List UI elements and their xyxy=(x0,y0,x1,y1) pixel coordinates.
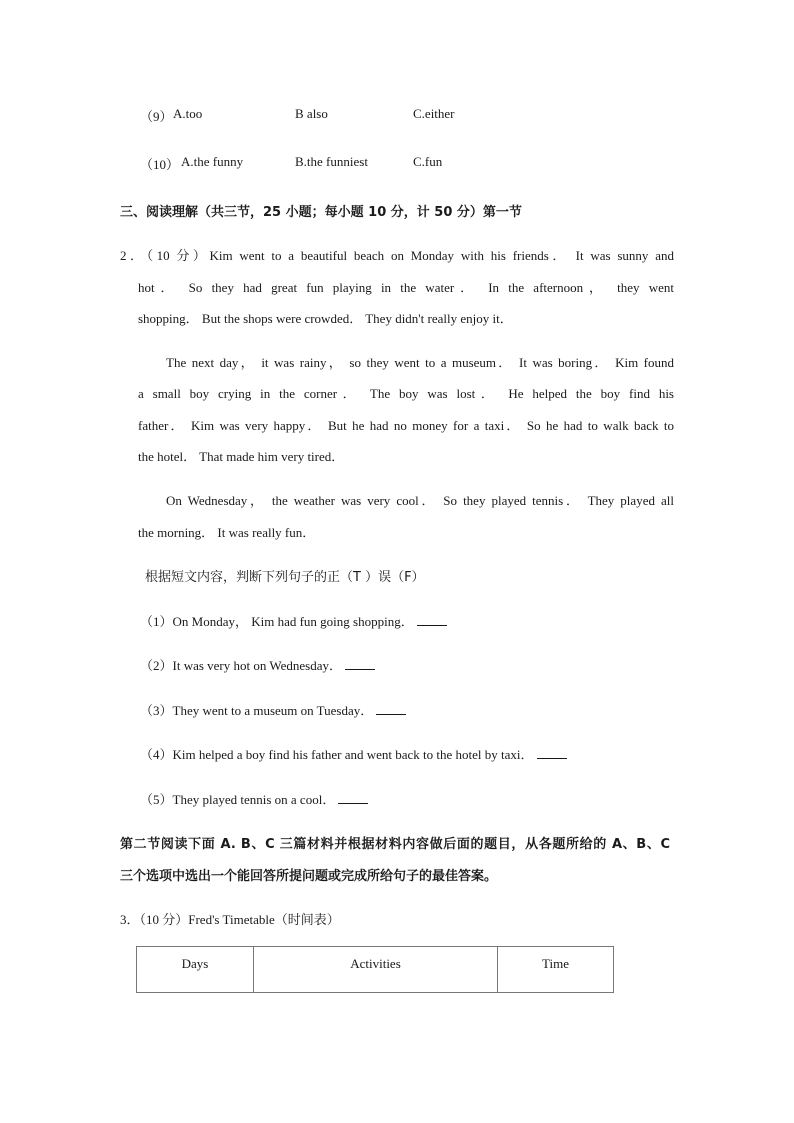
question2-header: 2．（10 分）Kim went to a beautiful beach on Monday with his friends． It was sunny and xyxy=(120,248,674,263)
q9-option-b: B also xyxy=(295,106,328,121)
passage-p2-line1: The next day， it was rainy， so they went to a museum． It was boring． Kim found xyxy=(166,355,674,370)
statement-1-text: （1）On Monday， Kim had fun going shopping． xyxy=(140,614,414,629)
answer-blank-1[interactable] xyxy=(417,615,447,626)
answer-blank-4[interactable] xyxy=(537,748,567,759)
passage-p3-line1: On Wednesday， the weather was very cool． So they played tennis． They played all xyxy=(166,493,674,508)
question3-header: 3．（10 分）Fred's Timetable（时间表） xyxy=(120,912,340,927)
q9-option-a: A.too xyxy=(173,106,203,121)
statement-2 xyxy=(140,655,375,674)
statement-1 xyxy=(140,611,447,630)
q10-option-c: C.fun xyxy=(413,154,443,169)
passage-p2-line2: a small boy crying in the corner． The boy was lost． He helped the boy find his xyxy=(138,386,674,401)
passage-p2-line3: father． Kim was very happy． But he had no money for a taxi． So he had to walk back to xyxy=(138,418,674,433)
answer-blank-5[interactable] xyxy=(338,793,368,804)
statement-5-text: （5）They played tennis on a cool． xyxy=(140,792,336,807)
passage-p1-line2: shopping． But the shops were crowded． They didn't really enjoy it． xyxy=(138,311,513,326)
timetable-header-time: Time xyxy=(498,947,614,993)
statement-3-text: （3）They went to a museum on Tuesday． xyxy=(140,703,374,718)
passage-p1-line1: hot． So they had great fun playing in the water． In the afternoon， they went xyxy=(138,280,674,295)
statement-5 xyxy=(140,789,368,808)
answer-blank-3[interactable] xyxy=(376,704,406,715)
statement-4-text: （4）Kim helped a boy find his father and went back to the hotel by taxi． xyxy=(140,747,534,762)
answer-blank-2[interactable] xyxy=(345,659,375,670)
section2-heading-line2: 三个选项中选出一个能回答所提问题或完成所给句子的最佳答案。 xyxy=(120,869,498,884)
passage-p3-line2: the morning． It was really fun． xyxy=(138,525,316,540)
statement-3 xyxy=(140,700,406,719)
q10-option-a: A.the funny xyxy=(181,154,244,169)
statement-4 xyxy=(140,744,567,763)
statement-2-text: （2）It was very hot on Wednesday． xyxy=(140,658,342,673)
q10-number: （10） xyxy=(140,157,180,172)
passage-p2-line4: the hotel． That made him very tired． xyxy=(138,449,345,464)
timetable-header-row xyxy=(137,947,614,993)
tf-instruction: 根据短文内容，判断下列句子的正（T ）误（F） xyxy=(145,570,425,585)
timetable xyxy=(136,946,614,993)
section2-heading-line1: 第二节阅读下面 A. B、C 三篇材料并根据材料内容做后面的题目，从各题所给的 A、B、C xyxy=(120,837,670,852)
timetable-header-days: Days xyxy=(137,947,254,993)
timetable-header-activities: Activities xyxy=(254,947,498,993)
section3-heading: 三、阅读理解（共三节，25 小题；每小题 10 分，计 50 分）第一节 xyxy=(120,205,522,220)
q10-option-b: B.the funniest xyxy=(295,154,368,169)
q9-number: （9） xyxy=(140,109,173,124)
q9-option-c: C.either xyxy=(413,106,455,121)
